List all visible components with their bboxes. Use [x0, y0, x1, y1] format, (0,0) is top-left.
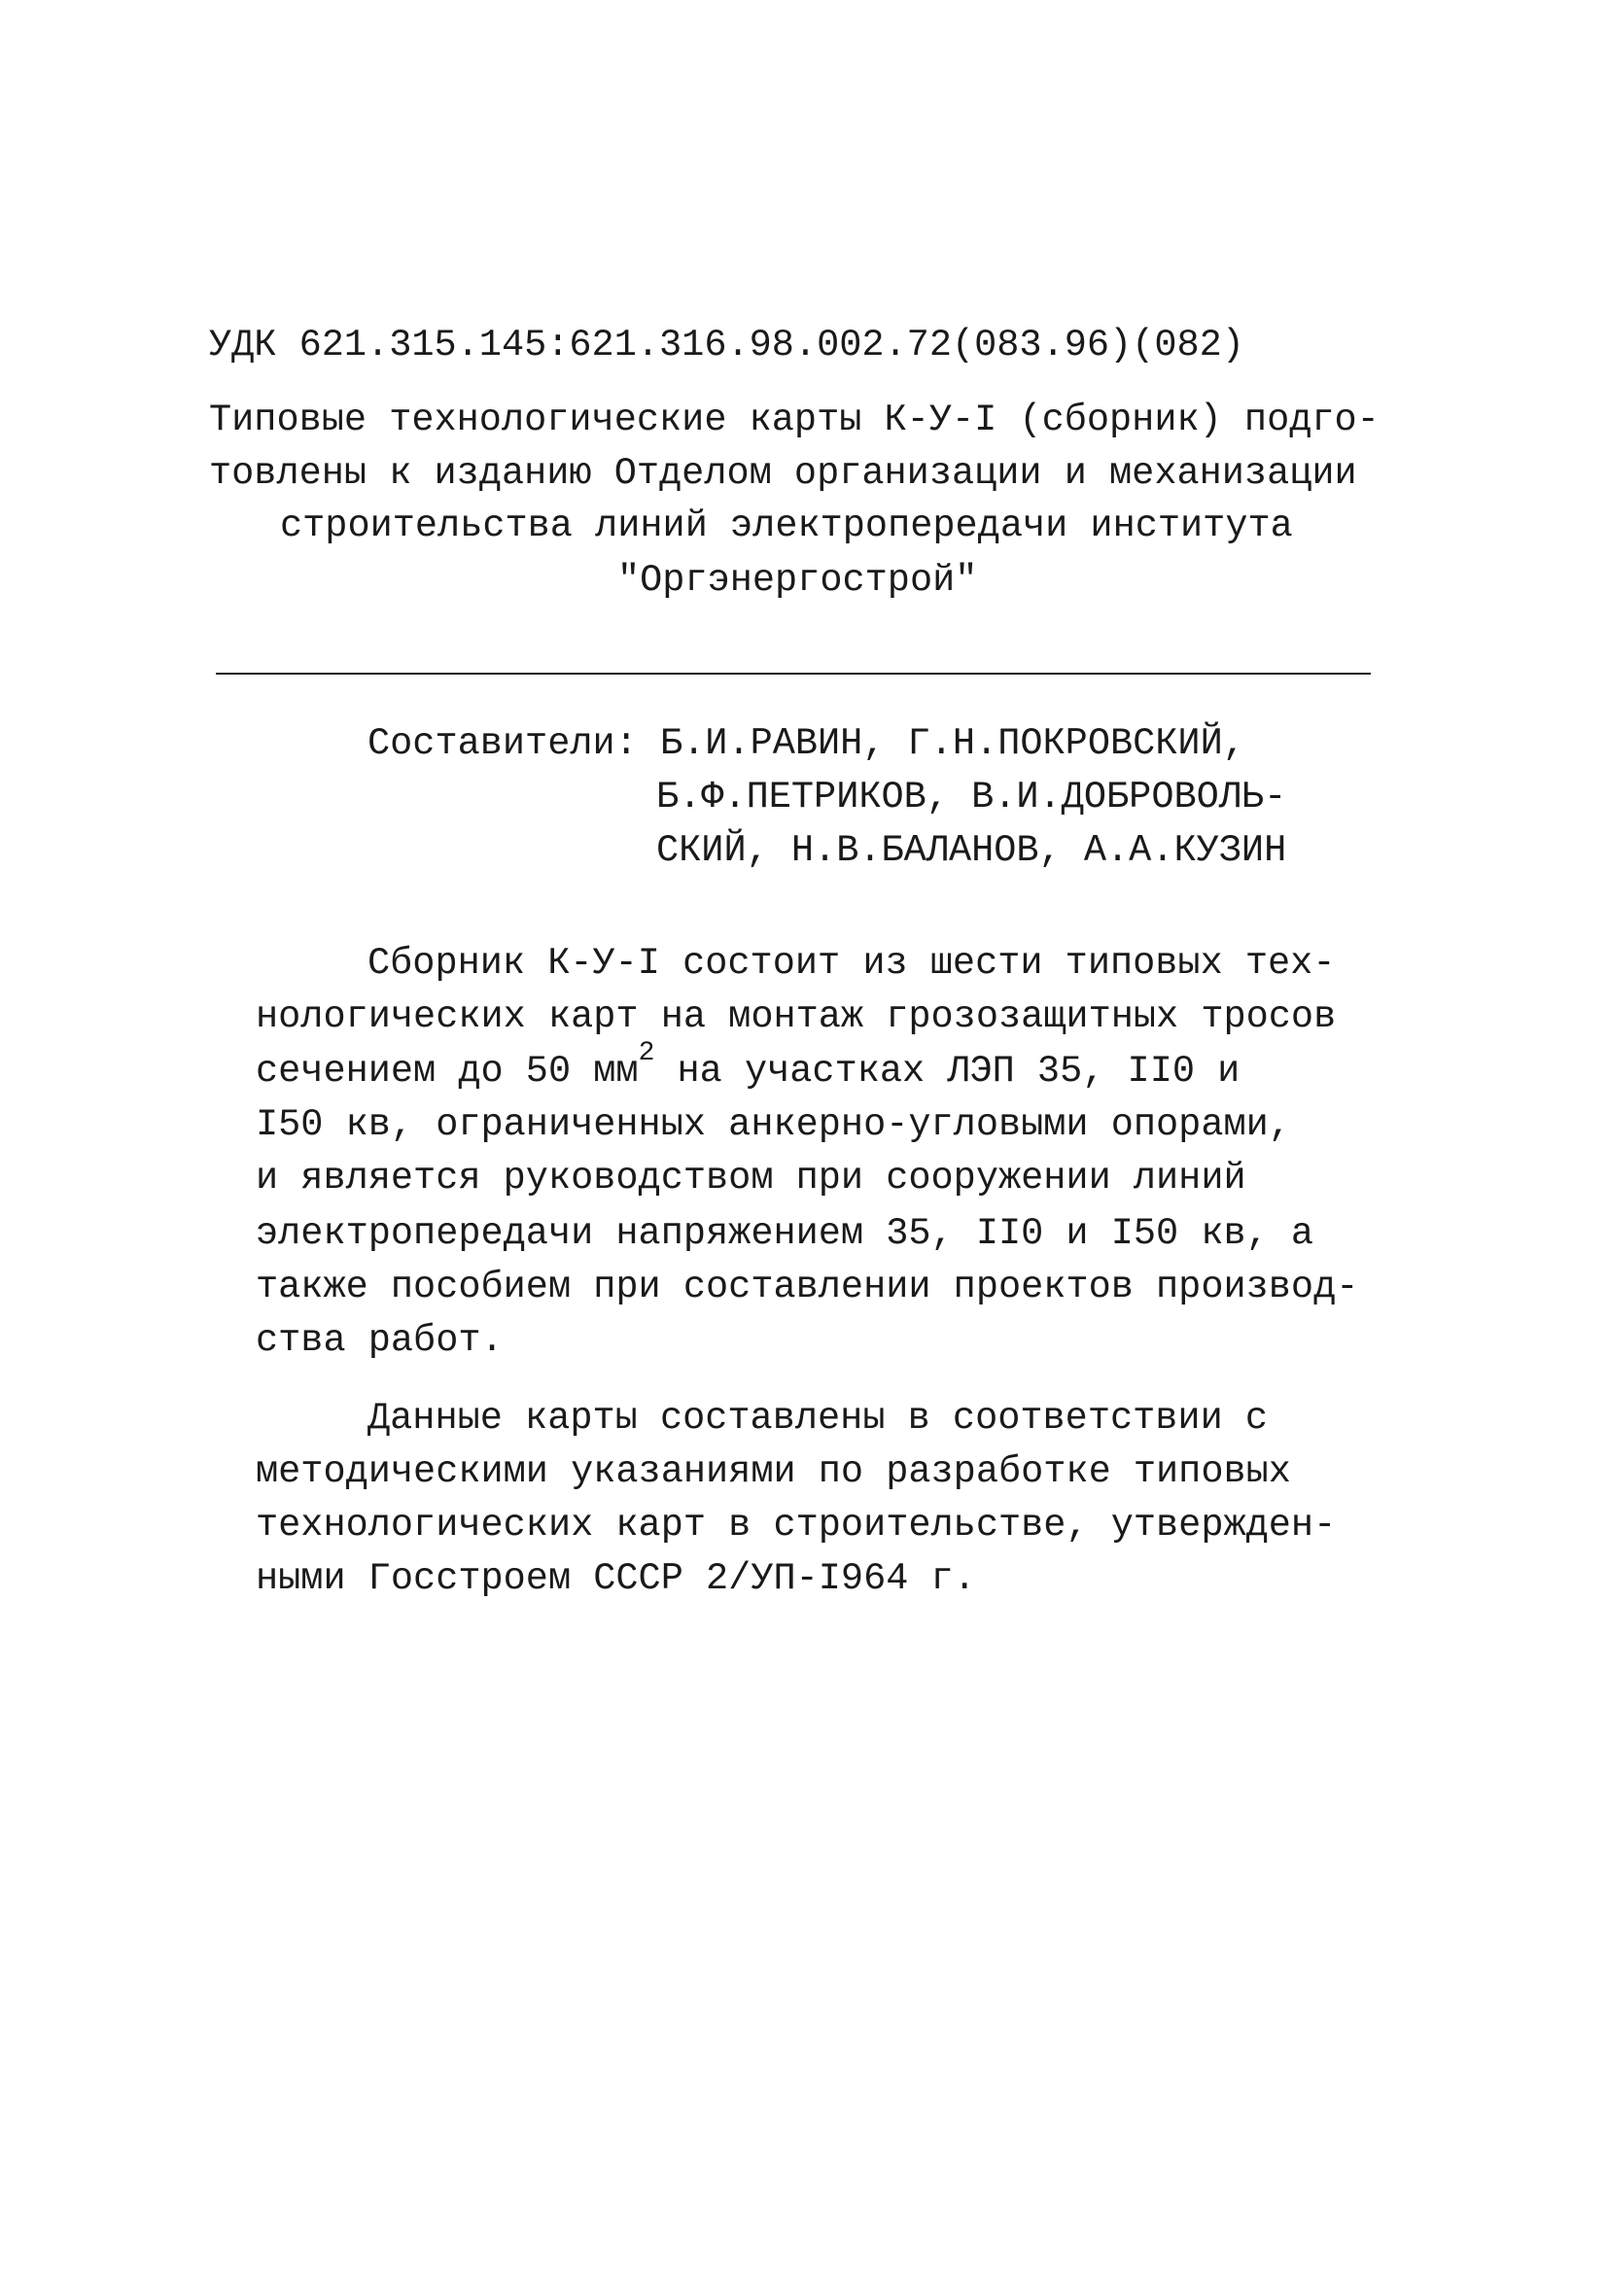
- compilers-names-1: Б.И.РАВИН, Г.Н.ПОКРОВСКИЙ,: [659, 722, 1245, 765]
- paragraph2-line-3: технологических карт в строительстве, утвержден-: [256, 1504, 1337, 1547]
- paragraph2-line-1: Данные карты составлены в соответствии с: [367, 1397, 1269, 1440]
- header-line-3: строительства линий электропередачи института: [280, 504, 1293, 547]
- header-line-4: "Оргэнергострой": [617, 559, 978, 602]
- paragraph1-line-3-start: сечением до 50 мм: [256, 1050, 639, 1093]
- paragraph1-line-1: Сборник К-У-I состоит из шести типовых тех-: [367, 942, 1336, 985]
- superscript-2: 2: [638, 1038, 655, 1068]
- compilers-line-3: СКИЙ, Н.В.БАЛАНОВ, А.А.КУЗИН: [656, 829, 1287, 872]
- paragraph1-line-3: [256, 1038, 1241, 1093]
- udk-code: УДК 621.315.145:621.316.98.002.72(083.96)(082): [209, 324, 1244, 366]
- horizontal-rule: [216, 673, 1371, 675]
- paragraph1-line-6: электропередачи напряжением 35, II0 и I50 кв, а: [256, 1212, 1314, 1255]
- paragraph1-line-4: I50 кв, ограниченных анкерно-угловыми опорами,: [256, 1103, 1291, 1146]
- header-line-2: товлены к изданию Отделом организации и механизации: [209, 452, 1357, 495]
- paragraph1-line-8: ства работ.: [256, 1319, 504, 1362]
- paragraph1-line-5: и является руководством при сооружении линий: [256, 1157, 1246, 1200]
- paragraph1-line-7: также пособием при составлении проектов производ-: [256, 1266, 1359, 1308]
- paragraph1-line-2: нологических карт на монтаж грозозащитных тросов: [256, 995, 1337, 1038]
- compilers-line-2: Б.Ф.ПЕТРИКОВ, В.И.ДОБРОВОЛЬ-: [656, 776, 1287, 818]
- compilers-label: Составители:: [367, 722, 638, 765]
- paragraph2-line-4: ными Госстроем СССР 2/УП-I964 г.: [256, 1557, 976, 1600]
- paragraph1-line-3-end: на участках ЛЭП 35, II0 и: [654, 1050, 1241, 1093]
- compilers-line-1: [367, 722, 1245, 765]
- header-line-1: Типовые технологические карты К-У-I (сборник) подго-: [209, 399, 1380, 441]
- paragraph2-line-2: методическими указаниями по разработке типовых: [256, 1450, 1291, 1493]
